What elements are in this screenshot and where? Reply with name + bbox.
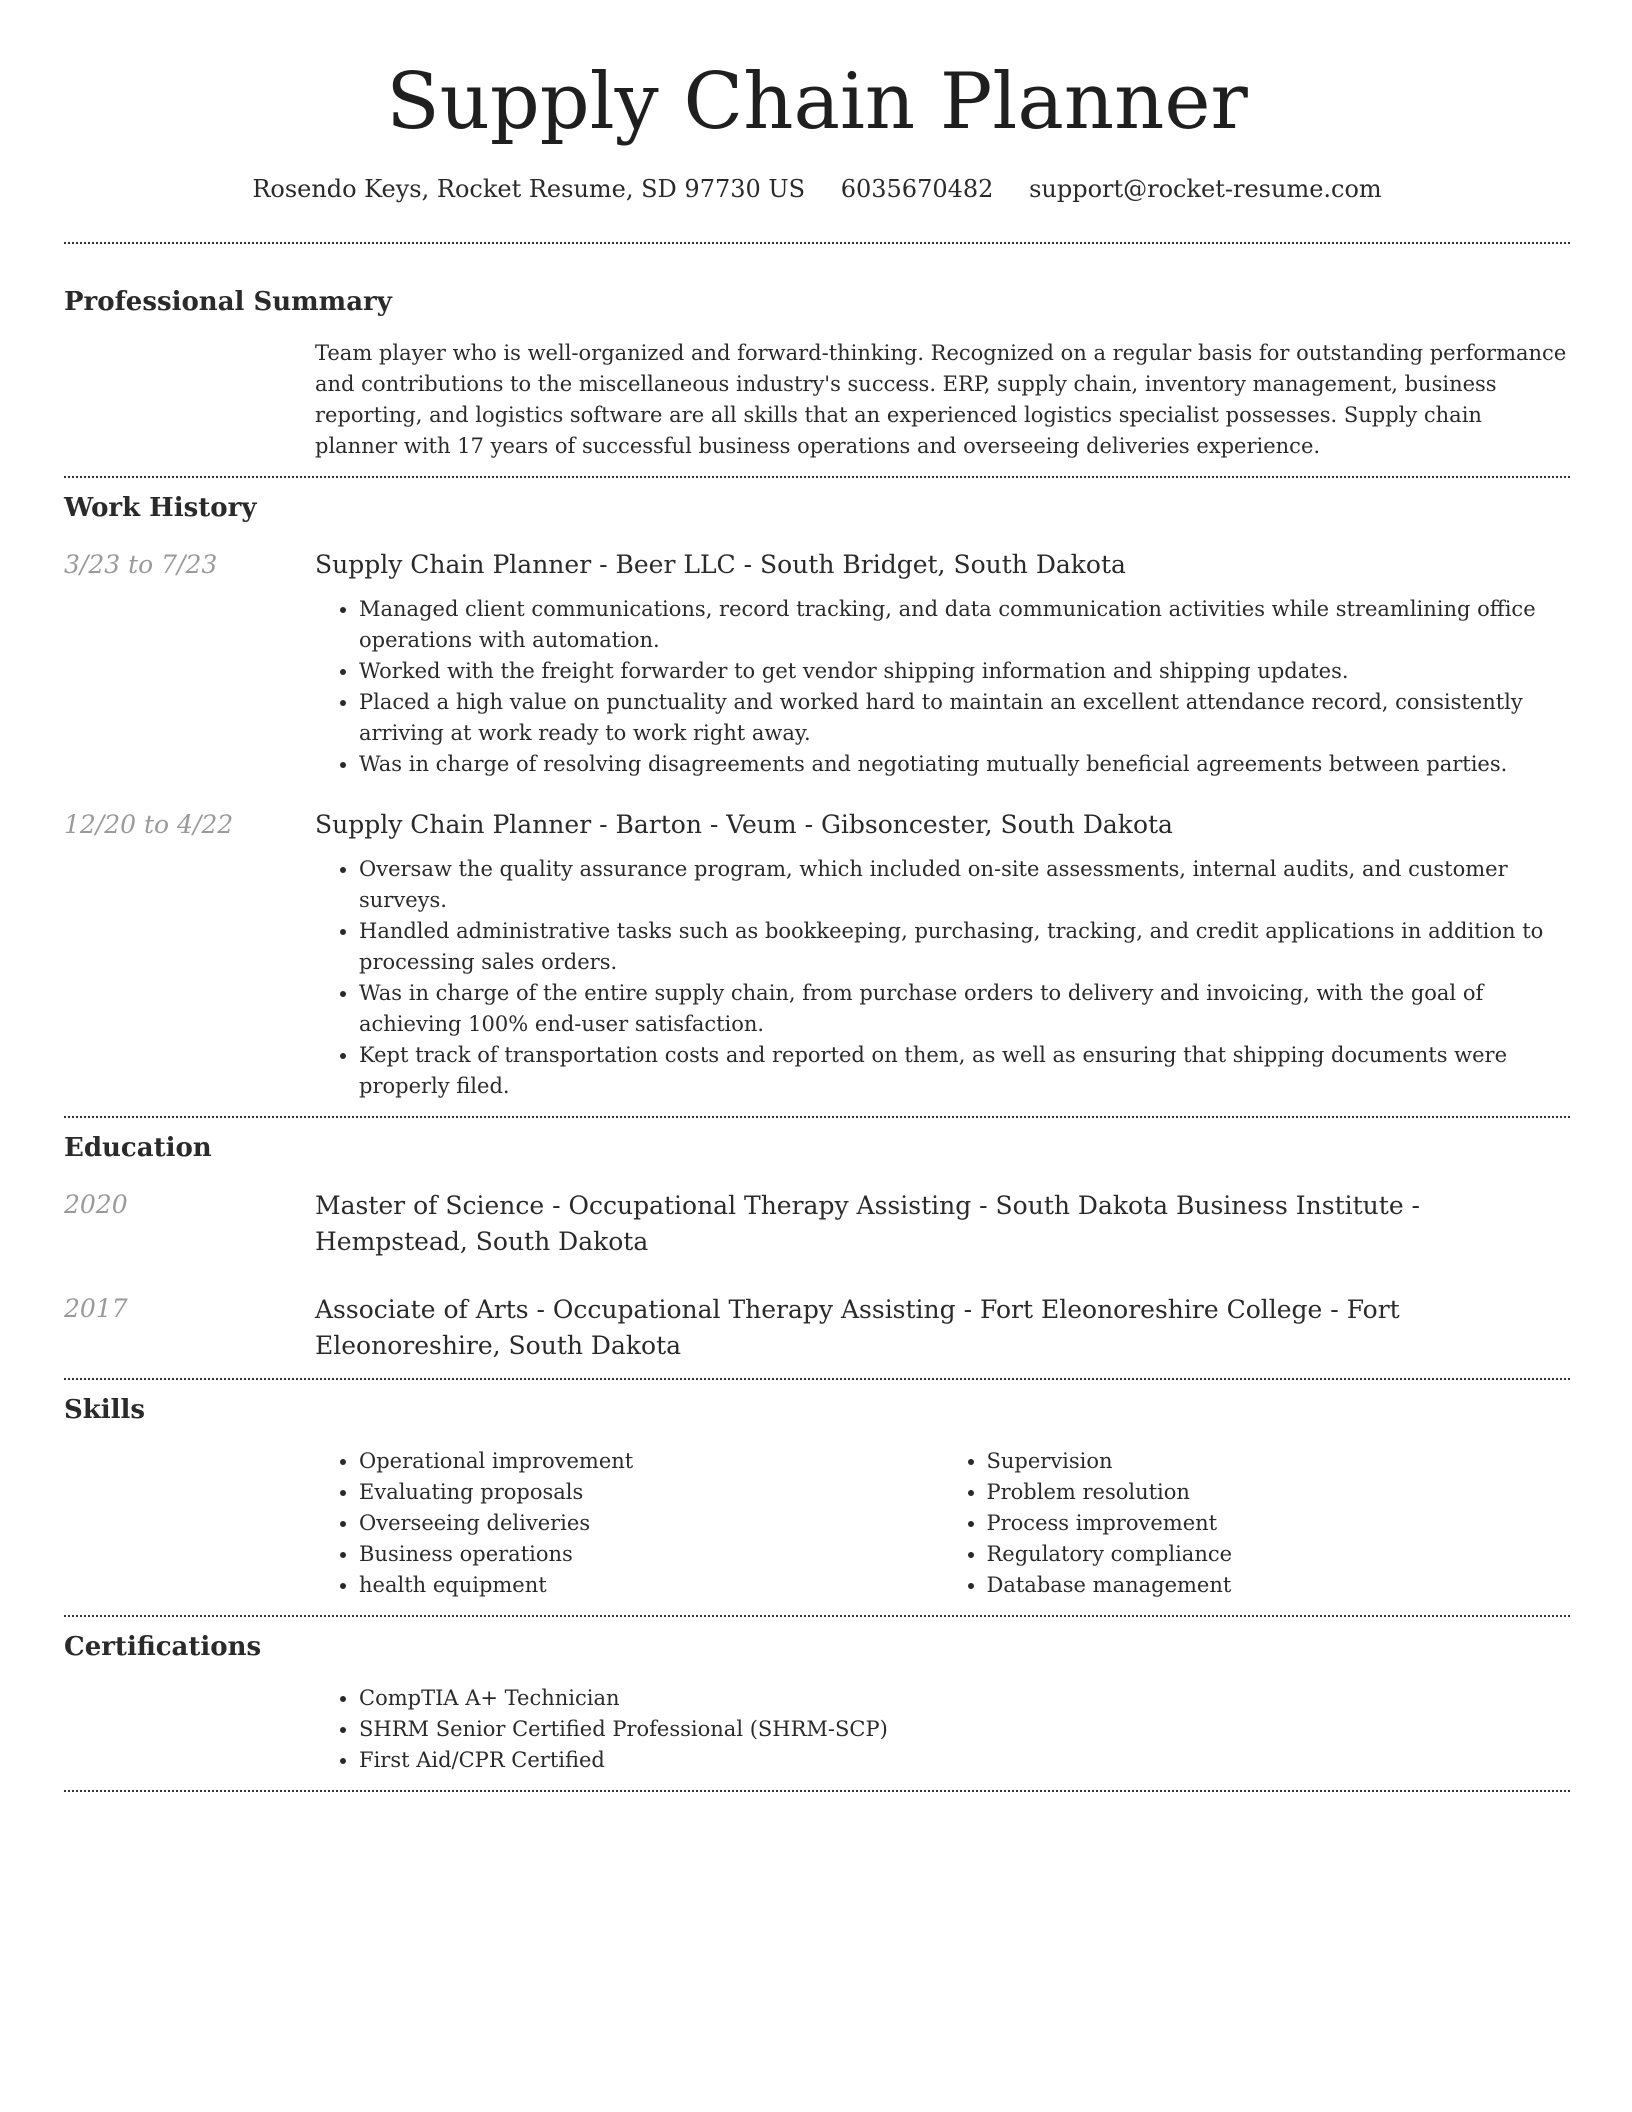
- certifications-list: [315, 1683, 1570, 1776]
- work-history-section: [64, 478, 1570, 1102]
- job-bullets: [315, 854, 1570, 1102]
- section-heading-summary: Professional Summary: [64, 287, 392, 317]
- education-entry: [64, 1188, 1570, 1260]
- list-item: • Supervision: [987, 1446, 1571, 1477]
- skills-list-right: [943, 1446, 1571, 1601]
- education-year: 2020: [64, 1190, 128, 1219]
- skills-section: [64, 1380, 1570, 1601]
- section-heading-work: Work History: [64, 493, 257, 523]
- resume-page: [64, 0, 1570, 1792]
- list-item: • SHRM Senior Certified Professional (SHRM-SCP): [359, 1714, 1570, 1745]
- skills-grid: [315, 1446, 1570, 1601]
- list-item: • Regulatory compliance: [987, 1539, 1571, 1570]
- section-heading-certifications: Certifications: [64, 1632, 262, 1662]
- list-item: • Kept track of transportation costs and reported on them, as well as ensuring that shipping documents were properly filed.: [359, 1040, 1570, 1102]
- list-item: • health equipment: [359, 1570, 943, 1601]
- list-item: • Evaluating proposals: [359, 1477, 943, 1508]
- contact-line: [64, 172, 1570, 206]
- list-item: • CompTIA A+ Technician: [359, 1683, 1570, 1714]
- list-item: • First Aid/CPR Certified: [359, 1745, 1570, 1776]
- certifications-section: [64, 1617, 1570, 1776]
- job-bullets: [315, 594, 1570, 780]
- list-item: • Handled administrative tasks such as bookkeeping, purchasing, tracking, and credit applications in addition to processing sales orders.: [359, 916, 1570, 978]
- job-dates: 12/20 to 4/22: [64, 810, 234, 839]
- left-gutter: [64, 1446, 315, 1601]
- list-item: • Oversaw the quality assurance program, which included on-site assessments, internal audits, and customer surveys.: [359, 854, 1570, 916]
- summary-text: Team player who is well-organized and forward-thinking. Recognized on a regular basis for outstanding performance and contributions to the miscellaneous industry's success. ERP, supply chain, inventory management, business reporting, and logistics software are all skills that an experienced logistics specialist possesses. Supply chain planner with 17 years of successful business operations and overseeing deliveries experience.: [315, 341, 1567, 458]
- list-item: • Worked with the freight forwarder to get vendor shipping information and shipping updates.: [359, 656, 1570, 687]
- section-heading-education: Education: [64, 1133, 212, 1163]
- skills-list-left: [315, 1446, 943, 1601]
- education-section: [64, 1118, 1570, 1364]
- summary-section: [64, 244, 1570, 462]
- list-item: • Placed a high value on punctuality and worked hard to maintain an excellent attendance record, consistently arriving at work ready to work right away.: [359, 687, 1570, 749]
- list-item: • Was in charge of the entire supply chain, from purchase orders to delivery and invoicing, with the goal of achieving 100% end-user satisfaction.: [359, 978, 1570, 1040]
- education-text: Master of Science - Occupational Therapy Assisting - South Dakota Business Institute - Hempstead, South Dakota: [315, 1191, 1421, 1256]
- list-item: • Problem resolution: [987, 1477, 1571, 1508]
- divider: [64, 1790, 1570, 1792]
- contact-phone: 6035670482: [840, 175, 994, 203]
- job-title: Supply Chain Planner - Beer LLC - South Bridget, South Dakota: [315, 550, 1126, 579]
- job-entry: [64, 548, 1570, 780]
- job-entry: [64, 808, 1570, 1102]
- contact-address: Rosendo Keys, Rocket Resume, SD 97730 US: [252, 175, 806, 203]
- list-item: • Operational improvement: [359, 1446, 943, 1477]
- list-item: • Process improvement: [987, 1508, 1571, 1539]
- education-entry: [64, 1292, 1570, 1364]
- list-item: • Overseeing deliveries: [359, 1508, 943, 1539]
- list-item: • Database management: [987, 1570, 1571, 1601]
- left-gutter: [64, 1683, 315, 1776]
- job-dates: 3/23 to 7/23: [64, 550, 218, 579]
- education-year: 2017: [64, 1294, 128, 1323]
- contact-email: support@rocket-resume.com: [1029, 175, 1382, 203]
- list-item: • Managed client communications, record tracking, and data communication activities while streamlining office operations with automation.: [359, 594, 1570, 656]
- list-item: • Was in charge of resolving disagreements and negotiating mutually beneficial agreements between parties.: [359, 749, 1570, 780]
- education-text: Associate of Arts - Occupational Therapy Assisting - Fort Eleonoreshire College - Fort Eleonoreshire, South Dakota: [315, 1295, 1400, 1360]
- job-title: Supply Chain Planner - Barton - Veum - Gibsoncester, South Dakota: [315, 810, 1173, 839]
- section-heading-skills: Skills: [64, 1395, 146, 1425]
- resume-title: Supply Chain Planner: [386, 57, 1248, 147]
- list-item: • Business operations: [359, 1539, 943, 1570]
- left-gutter: [64, 338, 315, 462]
